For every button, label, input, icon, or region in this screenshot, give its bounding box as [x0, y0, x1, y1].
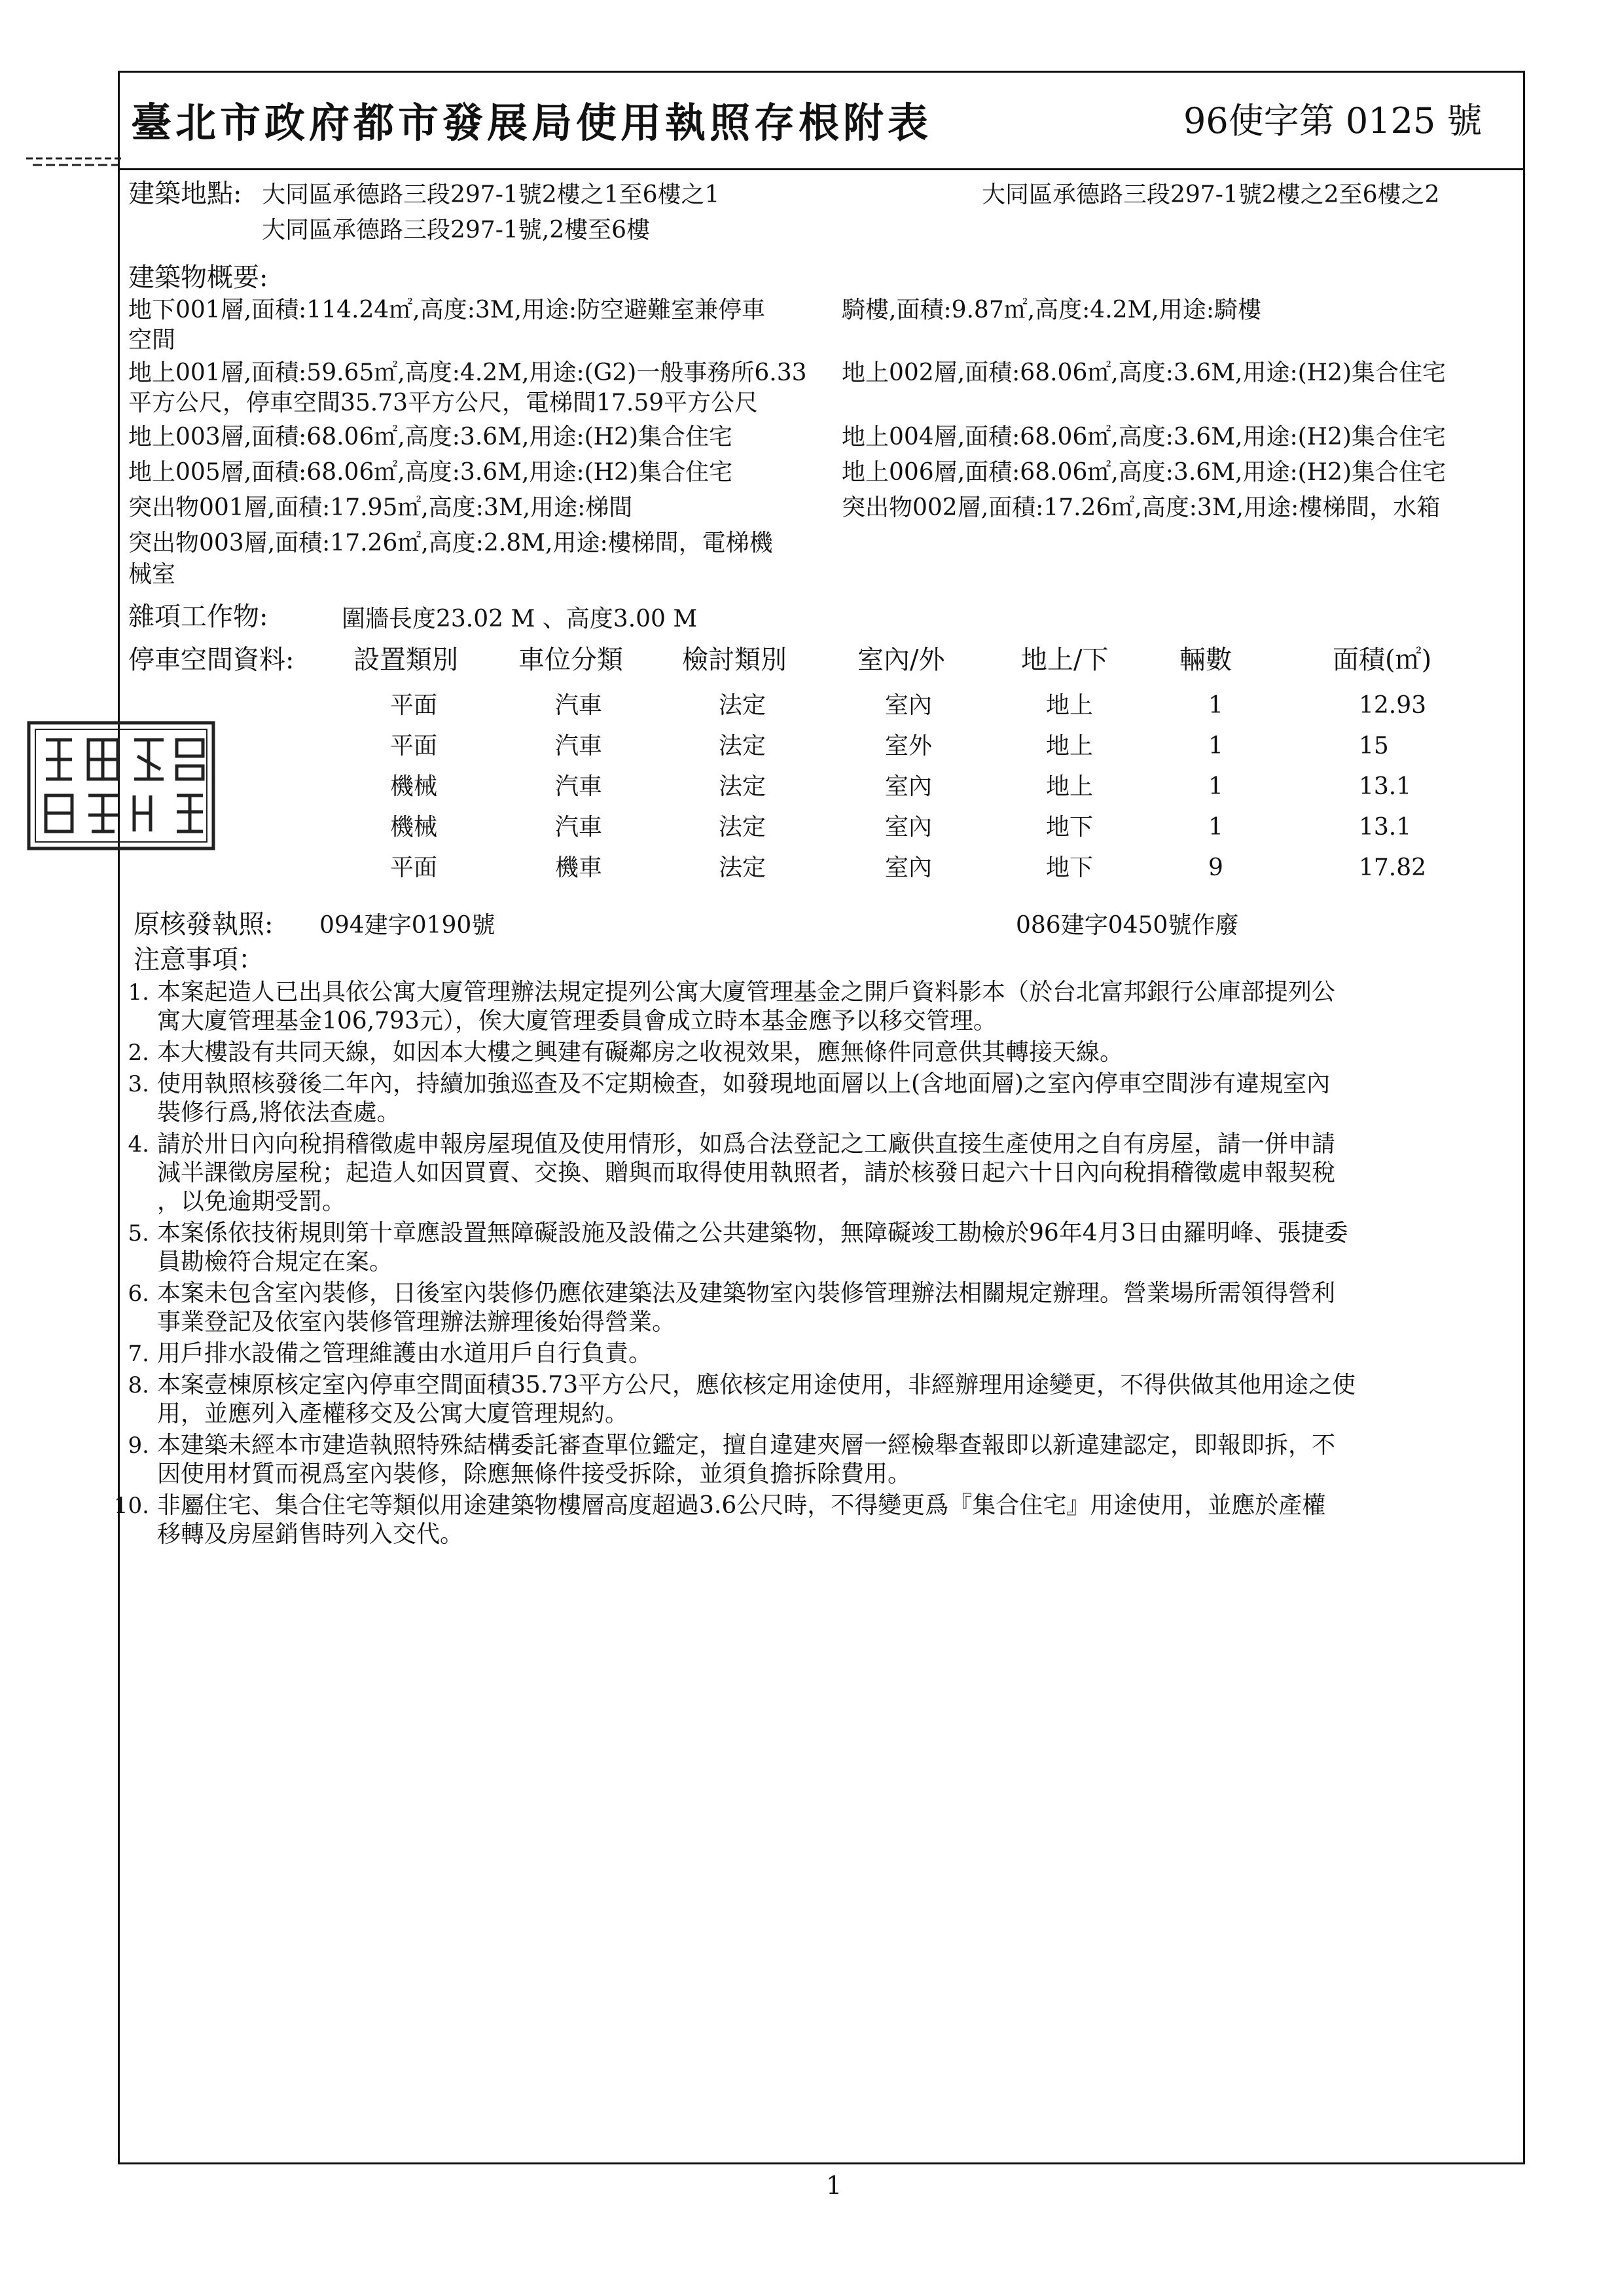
note-line: 非屬住宅、集合住宅等類似用途建築物樓層高度超過3.6公尺時，不得變更爲『集合住宅』用途使用，並應於產權 — [157, 1492, 1326, 1519]
note-line: ，以免逾期受罰。 — [157, 1188, 346, 1215]
note-item — [128, 1130, 1521, 1216]
parking-cell: 13.1 — [1359, 773, 1412, 800]
overview-arcade: 騎樓,面積:9.87㎡,高度:4.2M,用途:騎樓 — [842, 297, 1261, 323]
note-number: 10. — [113, 1493, 149, 1519]
parking-cell: 1 — [1208, 733, 1223, 759]
parking-cell: 法定 — [719, 854, 766, 881]
note-line: 裝修行爲,將依法查處。 — [157, 1099, 401, 1126]
note-line: 減半課徵房屋稅；起造人如因買賣、交換、贈與而取得使用執照者，請於核發日起六十日內向稅捐稽徵處申報契稅 — [157, 1159, 1336, 1186]
parking-cell: 平面 — [390, 733, 438, 759]
parking-header: 車位分類 — [518, 645, 623, 675]
note-number: 2. — [128, 1040, 149, 1066]
note-item — [128, 1219, 1521, 1277]
overview-b1-line2: 空間 — [128, 327, 176, 354]
note-item — [128, 1038, 1521, 1067]
note-item — [128, 978, 1521, 1036]
overview-f6: 地上006層,面積:68.06㎡,高度:3.6M,用途:(H2)集合住宅 — [842, 459, 1446, 486]
note-number: 3. — [128, 1071, 149, 1097]
notes-list — [113, 978, 1521, 1552]
parking-cell: 機械 — [390, 773, 438, 800]
official-seal-stamp — [26, 720, 216, 851]
overview-r1: 突出物001層,面積:17.95㎡,高度:3M,用途:梯間 — [128, 494, 633, 521]
parking-header: 輛數 — [1179, 645, 1232, 675]
overview-r3-line1: 突出物003層,面積:17.26㎡,高度:2.8M,用途:樓梯間，電梯機 — [128, 530, 773, 556]
overview-f4: 地上004層,面積:68.06㎡,高度:3.6M,用途:(H2)集合住宅 — [842, 424, 1446, 450]
note-item — [128, 1339, 1521, 1368]
location-label: 建築地點: — [128, 179, 242, 209]
note-line: 本案未包含室內裝修，日後室內裝修仍應依建築法及建築物室內裝修管理辦法相關規定辦理。營業場所需領得營利 — [157, 1280, 1336, 1307]
overview-f3: 地上003層,面積:68.06㎡,高度:3.6M,用途:(H2)集合住宅 — [128, 424, 732, 450]
note-number: 8. — [128, 1372, 149, 1398]
overview-b1-line1: 地下001層,面積:114.24㎡,高度:3M,用途:防空避難室兼停車 — [128, 297, 766, 323]
note-line: 使用執照核發後二年內，持續加強巡查及不定期檢查，如發現地面層以上(含地面層)之室內停車空間涉有違規室內 — [157, 1070, 1331, 1097]
parking-cell: 13.1 — [1359, 814, 1412, 841]
parking-header: 設置類別 — [353, 645, 458, 675]
note-number: 4. — [128, 1131, 149, 1157]
overview-f1-line2: 平方公尺，停車空間35.73平方公尺，電梯間17.59平方公尺 — [128, 390, 759, 416]
parking-cell: 法定 — [719, 733, 766, 759]
permit-number: 96使字第 0125 號 — [1183, 100, 1483, 141]
parking-cell: 室外 — [885, 733, 933, 759]
parking-cell: 1 — [1208, 773, 1223, 800]
parking-cell: 1 — [1208, 814, 1223, 841]
parking-cell: 汽車 — [555, 814, 603, 841]
note-line: 請於卅日內向稅捐稽徵處申報房屋現值及使用情形，如爲合法登記之工廠供直接生產使用之自有房屋，請一併申請 — [157, 1131, 1336, 1157]
parking-header: 室內/外 — [857, 645, 945, 675]
note-line: 寓大廈管理基金106,793元），俟大廈管理委員會成立時本基金應予以移交管理。 — [157, 1008, 997, 1034]
original-permit-label: 原核發執照: — [134, 909, 274, 939]
overview-label: 建築物概要: — [128, 263, 268, 293]
parking-header: 地上/下 — [1021, 645, 1109, 675]
parking-label: 停車空間資料: — [128, 645, 295, 675]
note-line: 本案壹棟原核定室內停車空間面積35.73平方公尺，應依核定用途使用，非經辦理用途變更，不得供做其他用途之使 — [157, 1372, 1356, 1398]
parking-header: 面積(㎡) — [1333, 645, 1432, 675]
parking-cell: 機車 — [555, 854, 603, 881]
note-line: 本大樓設有共同天線，如因本大樓之興建有礙鄰房之收視效果，應無條件同意供其轉接天線。 — [157, 1039, 1124, 1066]
overview-f1-line1: 地上001層,面積:59.65㎡,高度:4.2M,用途:(G2)一般事務所6.33 — [128, 359, 807, 386]
overview-f5: 地上005層,面積:68.06㎡,高度:3.6M,用途:(H2)集合住宅 — [128, 459, 732, 486]
location-address-3: 大同區承德路三段297-1號,2樓至6樓 — [262, 217, 651, 244]
note-number: 6. — [128, 1281, 149, 1307]
parking-cell: 地上 — [1046, 773, 1094, 800]
parking-cell: 法定 — [719, 814, 766, 841]
parking-cell: 室內 — [885, 692, 933, 719]
parking-cell: 地上 — [1046, 733, 1094, 759]
voided-permit: 086建字0450號作廢 — [1016, 912, 1239, 939]
original-permit-value: 094建字0190號 — [319, 912, 495, 939]
parking-cell: 機械 — [390, 814, 438, 841]
note-line: 本案係依技術規則第十章應設置無障礙設施及設備之公共建築物，無障礙竣工勘檢於96年4月3日由羅明峰、張捷委 — [157, 1220, 1348, 1247]
note-line: 本建築未經本市建造執照特殊結構委託審查單位鑑定，擅自違建夾層一經檢舉查報即以新違建認定，即報即拆，不 — [157, 1432, 1336, 1459]
parking-cell: 法定 — [719, 773, 766, 800]
overview-f2: 地上002層,面積:68.06㎡,高度:3.6M,用途:(H2)集合住宅 — [842, 359, 1446, 386]
note-line: 用戶排水設備之管理維護由水道用戶自行負責。 — [157, 1340, 653, 1367]
parking-cell: 室內 — [885, 854, 933, 881]
page-number: 1 — [826, 2171, 842, 2200]
misc-works-value: 圍牆長度23.02 M 、高度3.00 M — [342, 606, 698, 632]
location-address-2: 大同區承德路三段297-1號2樓之2至6樓之2 — [982, 181, 1440, 208]
parking-cell: 17.82 — [1359, 854, 1427, 881]
parking-cell: 平面 — [390, 692, 438, 719]
note-line: 因使用材質而視爲室內裝修，除應無條件接受拆除，並須負擔拆除費用。 — [157, 1461, 912, 1487]
overview-r3-line2: 械室 — [128, 561, 176, 588]
note-line: 移轉及房屋銷售時列入交代。 — [157, 1521, 464, 1548]
parking-cell: 平面 — [390, 854, 438, 881]
note-item — [128, 1070, 1521, 1127]
parking-cell: 地下 — [1046, 854, 1094, 881]
note-number: 7. — [128, 1341, 149, 1367]
note-number: 5. — [128, 1220, 149, 1247]
parking-cell: 9 — [1208, 854, 1223, 881]
misc-works-label: 雜項工作物: — [128, 602, 268, 632]
note-item — [128, 1279, 1521, 1337]
note-item — [113, 1491, 1521, 1549]
note-line: 用，並應列入產權移交及公寓大廈管理規約。 — [157, 1400, 629, 1427]
parking-cell: 汽車 — [555, 773, 603, 800]
note-item — [128, 1371, 1521, 1429]
parking-cell: 1 — [1208, 692, 1223, 719]
note-number: 1. — [128, 979, 149, 1006]
parking-cell: 12.93 — [1359, 692, 1427, 719]
note-line: 員勘檢符合規定在案。 — [157, 1248, 393, 1275]
note-line: 事業登記及依室內裝修管理辦法辦理後始得營業。 — [157, 1309, 676, 1336]
parking-cell: 汽車 — [555, 733, 603, 759]
parking-cell: 室內 — [885, 814, 933, 841]
parking-cell: 汽車 — [555, 692, 603, 719]
parking-cell: 15 — [1359, 733, 1389, 759]
note-number: 9. — [128, 1432, 149, 1459]
parking-cell: 法定 — [719, 692, 766, 719]
notes-label: 注意事項： — [134, 945, 264, 975]
parking-cell: 地下 — [1046, 814, 1094, 841]
document-title: 臺北市政府都市發展局使用執照存根附表 — [131, 99, 933, 147]
scan-mark — [26, 155, 123, 169]
parking-cell: 室內 — [885, 773, 933, 800]
parking-cell: 地上 — [1046, 692, 1094, 719]
overview-r2: 突出物002層,面積:17.26㎡,高度:3M,用途:樓梯間，水箱 — [842, 494, 1441, 521]
location-address-1: 大同區承德路三段297-1號2樓之1至6樓之1 — [262, 181, 720, 208]
parking-header: 檢討類別 — [682, 645, 787, 675]
note-item — [128, 1431, 1521, 1489]
note-line: 本案起造人已出具依公寓大廈管理辦法規定提列公寓大廈管理基金之開戶資料影本（於台北富邦銀行公庫部提列公 — [157, 979, 1336, 1006]
